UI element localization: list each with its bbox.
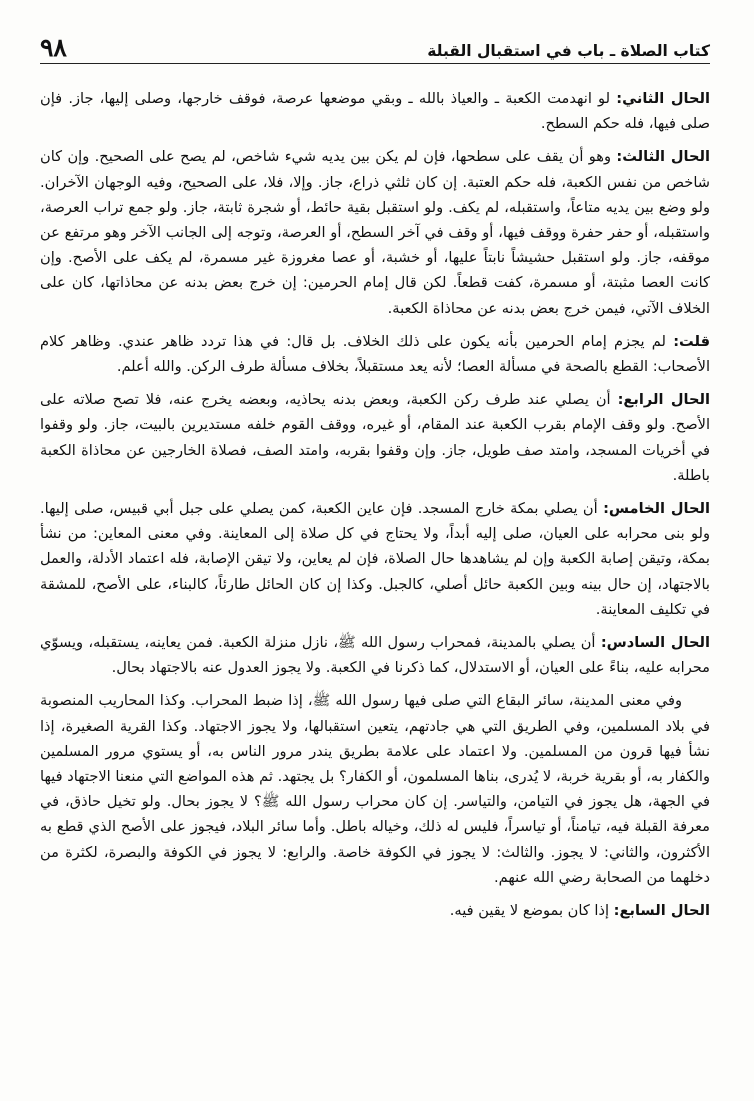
paragraph-text: لو انهدمت الكعبة ـ والعياذ بالله ـ وبقي موضعها عرصة، فوقف خارجها، وصلى إليها، جاز. فإن صلى فيها، فله حكم السطح. [40,90,710,133]
paragraph-text: إذا كان بموضع لا يقين فيه. [449,902,610,920]
paragraph-medina-continued [40,688,710,890]
paragraph-text: وفي معنى المدينة، سائر البقاع التي صلى فيها رسول الله ﷺ، إذا ضبط المحراب. وكذا المحاريب المنصوبة في بلاد المسلمين، وفي الطريق التي هي جادتهم، يتعين استقبالها، ولا يجوز الاجتهاد. وكذا القرية الصغيرة، إذا نشأ فيها قرون من المسلمين. ولا اعتماد على علامة بطريق يندر مرور الناس به، أو يستوي مرور المسلمين والكفار به، أو بقرية خربة، لا يُدرى، بناها المسلمون، أو الكفار؟ بل يجتهد. ثم هذه المواضع التي منعنا الاجتهاد فيها في الجهة، هل يجوز في التيامن، والتياسر. إن كان محراب رسول الله ﷺ؟ لا يجوز بحال. ولو تخيل حاذق، في معرفة القبلة فيه، تيامناً، أو تياسراً، فليس له ذلك، وخياله باطل. وأما سائر البلاد، فيجوز على الأصح الذي قطع به الأكثرون، والثاني: لا يجوز. والثالث: لا يجوز في الكوفة خاصة. والرابع: لا يجوز في الكوفة والبصرة، لكثرة من دخلهما من الصحابة رضي الله عنهم. [40,692,710,886]
paragraph-case-five [40,496,710,622]
note-label: قلت: [673,332,711,350]
paragraph-text: أن يصلي عند طرف ركن الكعبة، وبعض بدنه يحاذيه، وبعضه يخرج عنه، فلا تصح صلاته على الأصح. ولو وقف الإمام بقرب الكعبة عند المقام، أو غيره، ووقف القوم خلفه مستديرين بالبيت، جاز. ولو وقفوا في أخريات المسجد، وامتد صف طويل، جاز. وإن وقفوا بقربه، وامتد الصف، فصلاة الخارجين عن محاذاة الكعبة باطلة. [40,391,710,484]
case-label: الحال الثالث: [616,148,710,166]
page-body [40,86,710,923]
paragraph-case-seven [40,898,710,923]
case-label: الحال السادس: [600,634,711,652]
paragraph-text: لم يجزم إمام الحرمين بأنه يكون على ذلك الخلاف. بل قال: في هذا تردد ظاهر عندي. وظاهر كلام الأصحاب: القطع بالصحة في مسألة العصا؛ لأنه يعد مستقبلاً، بخلاف مسألة طرف الركن. والله أعلم. [40,332,710,376]
case-label: الحال الخامس: [603,500,710,518]
paragraph-note [40,329,710,379]
case-label: الحال الثاني: [616,90,710,107]
paragraph-case-two [40,86,710,136]
paragraph-case-four [40,387,710,488]
paragraph-case-six [40,630,710,680]
running-title: كتاب الصلاة ـ باب في استقبال القبلة [427,42,710,60]
paragraph-case-three [40,144,710,320]
paragraph-text: وهو أن يقف على سطحها، فإن لم يكن بين يديه شيء شاخص، لم يصح على الصحيح. وإن كان شاخص من نفس الكعبة، فله حكم العتبة. إن كان ثلثي ذراع، جاز. وإلا، فلا، على الصحيح، وفيه الوجهان الآخران. ولو وضع بين يديه متاعاً، واستقبله، لم يكف. ولو استقبل بقية حائط، أو شجرة ثابتة، جاز. ولو جمع تراب العرصة، واستقبله، أو حفر حفرة ووقف فيها، أو وقف في آخر السطح، أو العرصة، وتوجه إلى الجانب الآخر وهو مرتفع عن موقفه، جاز. ولو استقبل حشيشاً نابتاً عليها، أو خشبة، أو عصا مغروزة غير مسمرة، لم يكف على الأصح. وإن كانت العصا مثبتة، أو مسمرة، كفت قطعاً. لكن قال إمام الحرمين: إن خرج بعض بدنه عن محاذاتها، كان على الخلاف الآتي، فيمن خرج بعض بدنه عن محاذاة الكعبة. [40,148,710,317]
paragraph-text: أن يصلي بالمدينة، فمحراب رسول الله ﷺ، نازل منزلة الكعبة. فمن يعاينه، يستقبله، ويسوّي محرابه عليه، بناءً على العيان، أو الاستدلال، كما ذكرنا في الكعبة. ولا يجوز العدول عنه بالاجتهاد بحال. [40,634,710,677]
case-label: الحال الرابع: [617,391,710,409]
paragraph-text: أن يصلي بمكة خارج المسجد. فإن عاين الكعبة، كمن يصلي على جبل أبي قبيس، صلى إليها. ولو بنى محرابه على العيان، صلى إليه أبداً، ولا يحتاج في كل صلاة إلى المعاينة. وفي معنى المعاين: من نشأ بمكة، وتيقن إصابة الكعبة وإن لم يشاهدها حال الصلاة، فإن لم يعاين، ولا تيقن الإصابة، فله اعتماد الأدلة، والعمل بالاجتهاد، إن حال بينه وبين الكعبة حائل أصلي، كالجبل. وكذا إن كان الحائل طارئاً، كالبناء، على الأصح، للمشقة في تكليف المعاينة. [40,500,710,618]
page-number: ٩٨ [40,33,67,62]
case-label: الحال السابع: [613,902,710,920]
page-header [40,30,710,64]
